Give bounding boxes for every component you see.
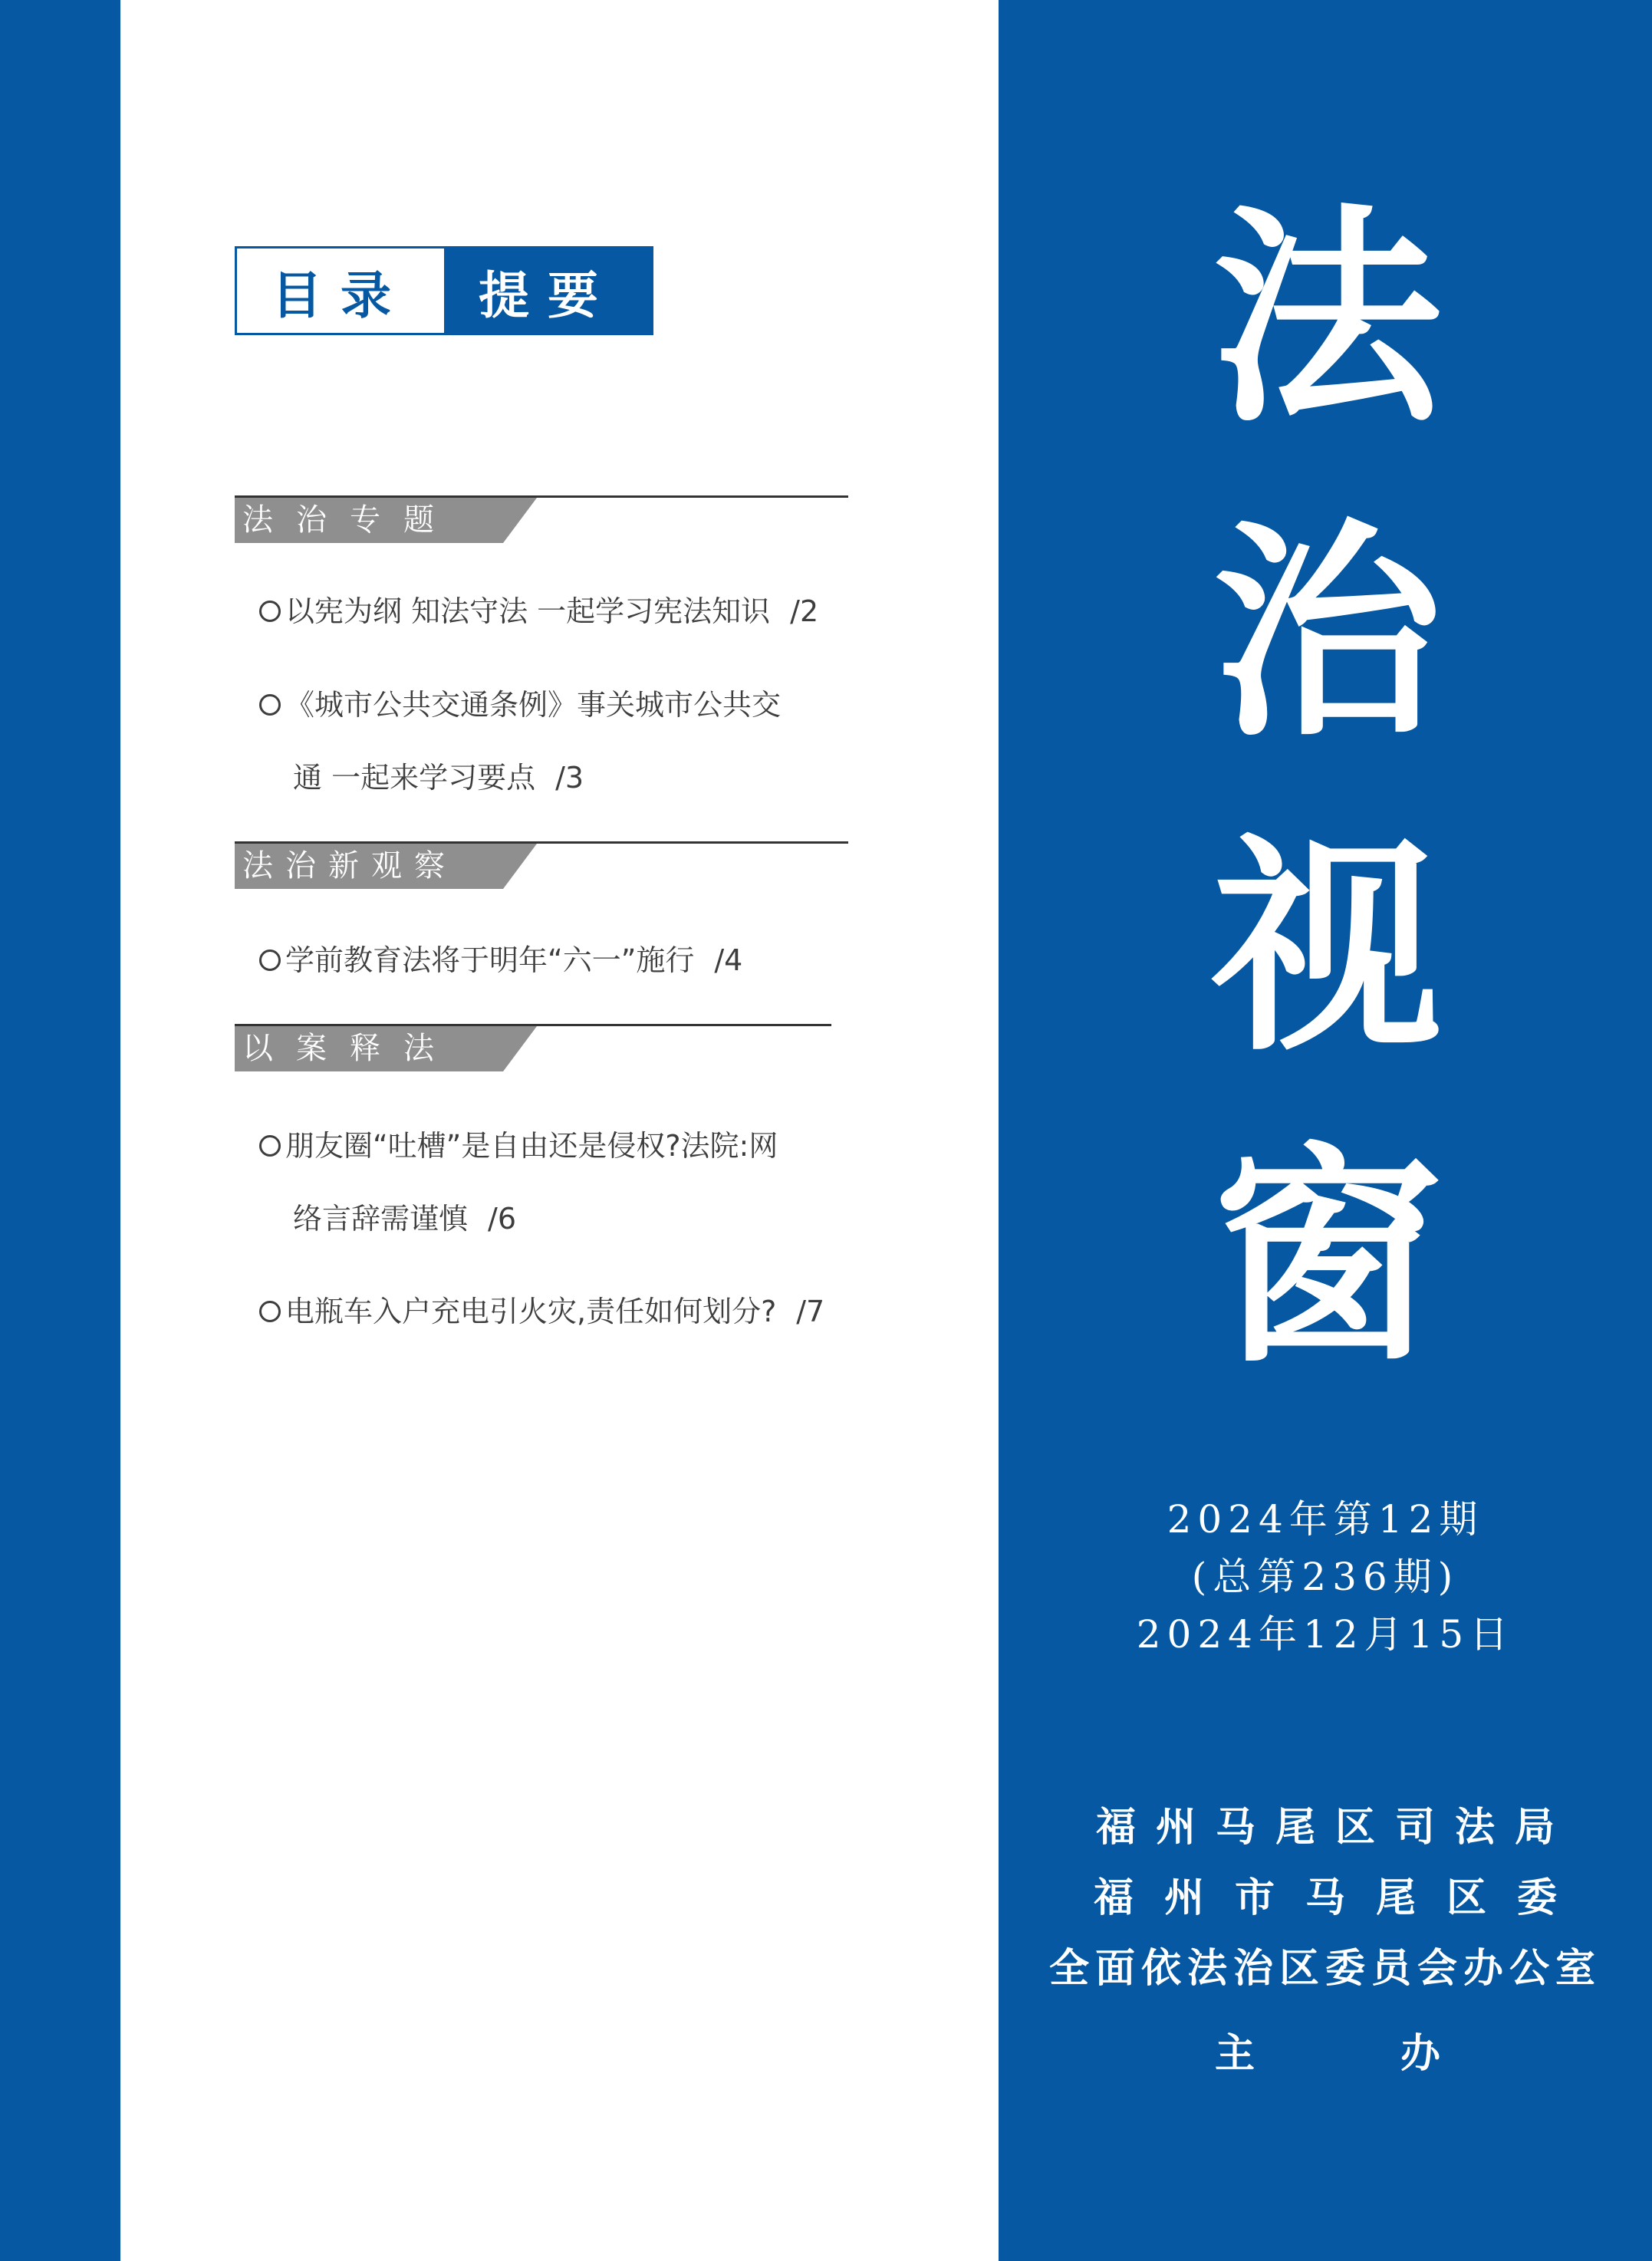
circle-bullet-icon (259, 1301, 281, 1322)
section-title: 法治专题 (242, 502, 457, 538)
sponsor-left: 主 (1215, 2031, 1262, 2077)
toc-item-continued[interactable] (293, 754, 584, 796)
section-heading (235, 1024, 831, 1071)
cover-title-char-3: 视 (1212, 811, 1442, 1082)
section-heading (235, 841, 848, 889)
toc-item-title: 以宪为纲 知法守法 一起学习宪法知识 (285, 594, 771, 628)
cover-title-char-2: 治 (1212, 497, 1442, 768)
toc-item-page: /7 (796, 1295, 825, 1328)
toc-item-title: 电瓶车入户充电引火灾,责任如何划分? (285, 1295, 777, 1328)
toc-item-title: 学前教育法将于明年“六一”施行 (285, 943, 695, 977)
toc-item-continued[interactable] (293, 1195, 516, 1237)
toc-header-left: 目录 (271, 265, 410, 325)
toc-item-page: /4 (714, 943, 743, 977)
toc-item-page: /6 (488, 1202, 516, 1236)
circle-bullet-icon (259, 601, 281, 622)
circle-bullet-icon (259, 694, 281, 716)
issue-date: 2024年12月15日 (1136, 1612, 1515, 1657)
toc-item[interactable] (259, 936, 742, 979)
issue-number: 2024年第12期 (1167, 1497, 1484, 1542)
toc-header-right: 提要 (444, 248, 651, 333)
toc-item[interactable] (259, 587, 818, 630)
toc-item[interactable] (259, 1288, 824, 1330)
left-blue-strip (0, 0, 120, 2261)
circle-bullet-icon (259, 949, 281, 971)
toc-item-title: 《城市公共交通条例》事关城市公共交 (285, 688, 782, 722)
toc-item-page: /2 (790, 594, 819, 628)
sponsor-right: 办 (1400, 2031, 1447, 2077)
section-title: 以案释法 (242, 1031, 457, 1066)
toc-item-page: /3 (555, 761, 584, 795)
section-title: 法治新观察 (242, 848, 457, 884)
org-line-3: 全面依法治区委员会办公室 (1048, 1946, 1601, 1992)
toc-item-title: 朋友圈“吐槽”是自由还是侵权?法院:网 (285, 1129, 778, 1163)
toc-item[interactable] (259, 681, 781, 723)
toc-item-title-cont: 络言辞需谨慎 (293, 1202, 469, 1236)
org-line-2: 福州市马尾区委 (1093, 1875, 1588, 1921)
org-line-1: 福州马尾区司法局 (1095, 1805, 1575, 1851)
toc-item-title-cont: 通 一起来学习要点 (293, 761, 536, 795)
circle-bullet-icon (259, 1135, 281, 1157)
cover-title-char-4: 窗 (1212, 1122, 1442, 1393)
toc-header (235, 246, 653, 335)
cover-title-char-1: 法 (1212, 183, 1442, 453)
issue-total: (总第236期) (1191, 1555, 1459, 1599)
section-heading (235, 495, 848, 543)
toc-item[interactable] (259, 1122, 778, 1164)
